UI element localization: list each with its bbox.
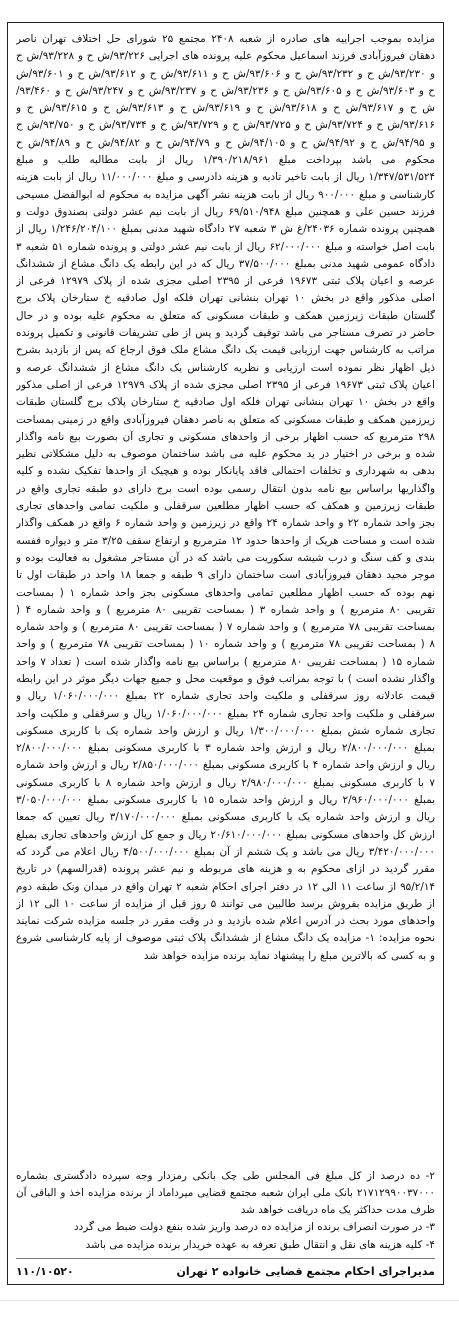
clause-transfer-costs: ۴- کلیه هزینه های نقل و انتقال طبق تعرفه به عهده خریدار برنده مزایده می باشد <box>85 1238 435 1251</box>
notice-body: مزایده بموجب اجراییه های صادره از شعبه ۲۴۰۸ مجتمع ۲۵ شورای حل اختلاف تهران ناصر دهقان فیروزآبادی فرزند اسماعیل محکوم علیه پرونده های اجرایی ۹۳/۲۲۶/ش ح و ۹۳/۲۲۸/ش ح و ۹۳/۲۳۰/ش ح و ۹۳/۲۳۲/ش ح و ۹۳/۶۰۶/ش ح و ۹۳/۶۱۱/ش ح و ۹۳/۶۱۲/ش ح و ۹۳/۶۰۱/ش ح و ۹۳/۶۰۳/ش ح و ۹۳/۶۰۵/ش ح و ۹۳/۲۳۶/ش ح و ۹۳/۲۳۷/ش ح و ۹۳/۲۴۷/ش ح و ۹۳/۴۶۰/ش ح و ۹۳/۶۱۷/ش ح و ۹۳/۶۱۸/ش ح و ۹۳/۶۱۹/ش ح و ۹۳/۶۱۳/ش ح و ۹۳/۶۱۵/ش ح و ۹۳/۶۱۶/ش ح و ۹۳/۷۲۴/ش ح و ۹۳/۷۲۵/ش ح و ۹۳/۷۲۹/ش ح و ۹۳/۷۳۴/ش ح و ۹۳/۷۵۰/ش ح و ۹۴/۹۵/ش ح و ۹۴/۹۲/ش ح و ۹۴/۱۰۵/ش ح و ۹۴/۷۹/ش ح و ۹۴/۸۲/ش ح و ۹۴/۸۹/ش ح محکوم می باشد بپرداخت مبلغ ۱/۳۹۰/۲۱۸/۹۶۱ ریال از بابت مطالبه طلب و مبلغ ۱/۳۴۷/۵۳۱/۵۲۴ ریال از بابت تاخیر تادیه و هزینه دادرسی و مبلغ ۱۱/۰۰۰/۰۰۰ ریال از بابت هزینه کارشناسی و مبلغ ۹۰۰/۰۰۰ ریال از بابت هزینه نشر آگهی مزایده به محکوم له ابوالفضل مسیحی فرزند حسین علی و همچنین مبلغ ۶۹/۵۱۰/۹۴۸ ریال از بابت نیم عشر دولتی بصندوق دولت و همچنین پرونده شماره ۲۴۰۳۶/غ ش ۳ شعبه ۲۷ دادگاه شهید مدنی بمبلغ ۱/۲۴۶/۲۰۴/۱۰۰ ریال از بابت اصل خواسته و مبلغ ۶۲/۰۰۰/۰۰۰ ریال از بابت نیم عشر دولتی و پرونده شماره ۵۱ شعبه ۳ دادگاه عمومی شهید مدنی بمبلغ ۳۷/۵۰۰/۰۰۰ ریال که در این رابطه یک دانگ مشاع از ششدانگ عرصه و اعیان پلاک ثبتی ۱۹۶۷۳ فرعی از ۲۳۹۵ اصلی مجزی شده از پلاک ۱۲۹۷۹ فرعی از اصلی مذکور واقع در بخش ۱۰ تهران بنشانی تهران فلکه اول صادقیه خ ستارخان پلاک برج گلستان طبقات زیرزمین همکف و طبقات مسکونی که متعلق به محکوم علیه بوده و در حال حاضر در تصرف مستاجر می باشد توقیف گردید و پس از طی تشریفات قانونی و تکمیل پرونده مراتب به کارشناس جهت ارزیابی قیمت یک دانگ مشاع ملک فوق ارجاع که پس از بازدید بشرح ذیل اظهار نظر نموده است ارزیابی و نظریه کارشناس یک دانگ مشاع از ششدانگ عرصه و اعیان پلاک ثبتی ۱۹۶۷۳ فرعی از ۲۳۹۵ اصلی مجزی شده از پلاک ۱۲۹۷۹ فرعی از اصلی مذکور واقع در بخش ۱۰ تهران بنشانی تهران فلکه اول صادقیه خ ستارخان پلاک برج گلستان طبقات زیرزمین همکف و طبقات مسکونی که متعلق به ناصر دهقان فیروزآبادی واقع در زمینی بمساحت ۲۹۸ مترمربع که حسب اظهار برخی از واحدهای مسکونی و تجاری آن بصورت بیع نامه واگذار شده و برخی در اختیار در ید محکوم علیه می باشد ساختمان موصوف به دلیل مشکلاتی نظیر بدهی به شهرداری و تخلفات احتمالی فاقد پایانکار بوده و هیچیک از واحدها تفکیک نشده و کلیه واگذاریها براساس بیع نامه بدون انتقال رسمی بوده است برج دارای دو طبقه تجاری واقع در طبقات زیرزمین و همکف که حسب اظهار مطلعین سرقفلی و ملکیت تمامی واحدهای تجاری بجز واحد شماره ۲۲ و واحد شماره ۲۴ واقع در زیرزمین و واحد شماره ۶ واقع در همکف واگذار شده است و مساحت هریک از واحدها حدود ۱۲ مترمربع و ارتفاع سقف ۳/۲۵ متر و دیواره قفسه بندی و کف سنگ و درب شیشه سکوریت می باشد که در آن مستاجر مشغول به فعالیت بوده و موجر مجید دهقان فیروزآبادی است ساختمان دارای ۹ طبقه و جمعا ۱۸ واحد در طبقات اول تا نهم بوده که حسب اظهار مطلعین تمامی واحدهای مسکونی بجز واحد شماره ۱ ( بمساحت تقریبی ۸۰ مترمربع ) و واحد شماره ۳ ( بمساحت تقریبی ۸۰ مترمربع ) و واحد شماره ۴ ( بمساحت تقریبی ۷۸ مترمربع ) و واحد شماره ۷ ( بمساحت تقریبی ۸۰ مترمربع ) و واحد شماره ۸ ( بمساحت تقریبی ۷۸ مترمربع ) و واحد شماره ۱۰ ( بمساحت تقریبی ۷۸ مترمربع ) و واحد شماره ۱۵ ( بمساحت تقریبی ۸۰ مترمربع ) براساس بیع نامه واگذار شده است ( تعداد ۷ واحد واگذار نشده است ) با توجه بمراتب فوق و موقعیت محل و جمیع جهات دیگر موثر در این رابطه قیمت عادلانه روز سرقفلی و ملکیت واحد تجاری شماره ۲۲ بمبلغ ۱/۰۶۰/۰۰۰/۰۰۰ ریال و سرقفلی و ملکیت واحد تجاری شماره ۲۴ بمبلغ ۱/۰۶۰/۰۰۰/۰۰۰ ریال و سرقفلی و ملکیت واحد تجاری شماره شش بمبلغ ۱/۳۰۰/۰۰۰/۰۰۰ ریال و ارزش واحد شماره یک با کاربری مسکونی بمبلغ ۲/۸۰۰/۰۰۰/۰۰۰ ریال و ارزش واحد شماره ۳ با کاربری مسکونی بمبلغ ۲/۸۰۰/۰۰۰/۰۰۰ ریال و ارزش واحد شماره ۴ با کاربری مسکونی بمبلغ ۲/۸۵۰/۰۰۰/۰۰۰ ریال و ارزش واحد شماره ۷ با کاربری مسکونی بمبلغ ۲/۹۸۰/۰۰۰/۰۰۰ ریال و ارزش واحد شماره ۸ با کاربری مسکونی بمبلغ ۲/۹۶۰/۰۰۰/۰۰۰ ریال و ارزش واحد شماره ۱۵ با کاربری مسکونی بمبلغ ۳/۰۵۰/۰۰۰/۰۰۰ ریال و ارزش واحد شماره یک با کاربری مسکونی بمبلغ ۳/۱۷۰/۰۰۰/۰۰۰ ریال تعیین که جمعا ارزش کل واحدهای مسکونی بمبلغ ۲۰/۶۱۰/۰۰۰/۰۰۰ ریال و جمع کل ارزش واحدهای تجاری بمبلغ ۳/۴۲۰/۰۰۰/۰۰۰ ریال می باشد و یک ششم از آن بمبلغ ۴/۵۰۰/۰۰۰/۰۰۰ ریال اعلام می گردد که مقرر گردید در ازای محکوم به و هزینه های مربوطه و نیم عشر پرونده (قدرالسهم) در تاریخ ۹۵/۲/۱۴ از ساعت ۱۱ الی ۱۲ در دفتر اجرای احکام شعبه ۲ تهران واقع در میدان ونک طبقه دوم از طریق مزایده بفروش برسد طالبین می توانند ۵ روز قبل از مزایده از ساعت ۱۰ الی ۱۲ از واحدهای مورد بحث در آدرس اعلام شده بازدید و در وقت مقرر در جلسه مزایده شرکت نمایند نحوه مزایده: ۱- مزایده یک دانگ مشاع از ششدانگ پلاک ثبتی موصوف از پایه کارشناسی شروع و به کسی که بالاترین مبلغ را پیشنهاد نماید برنده مزایده خواهد شد <box>16 33 435 962</box>
notice-footer <box>16 1258 435 1278</box>
clause-withdrawal: ۳- در صورت انصراف برنده از مزایده ده درصد واریز شده بنفع دولت ضبط می گردد <box>74 1221 435 1234</box>
notice-code: ۱۱۰/۱۰۵۲۰ <box>16 1265 74 1278</box>
page-edge-divider <box>0 1300 459 1301</box>
auction-notice <box>7 22 444 1285</box>
notice-clauses <box>16 1168 435 1254</box>
issuer-signature: مدیراجرای احکام مجتمع قضایی خانواده ۲ تهران <box>176 1265 435 1278</box>
clause-deposit: ۲- ده درصد از کل مبلغ فی المجلس طی چک بانکی رمزدار وجه سپرده دادگستری بشماره ۲۱۷۱۲۹۹۰۰۳۷۰۰۰ بانک ملی ایران شعبه مجتمع قضایی میرداماد از برنده مزایده اخذ و الباقی آن ظرف مدت حداکثر یک ماه دریافت خواهد شد <box>16 1169 435 1217</box>
